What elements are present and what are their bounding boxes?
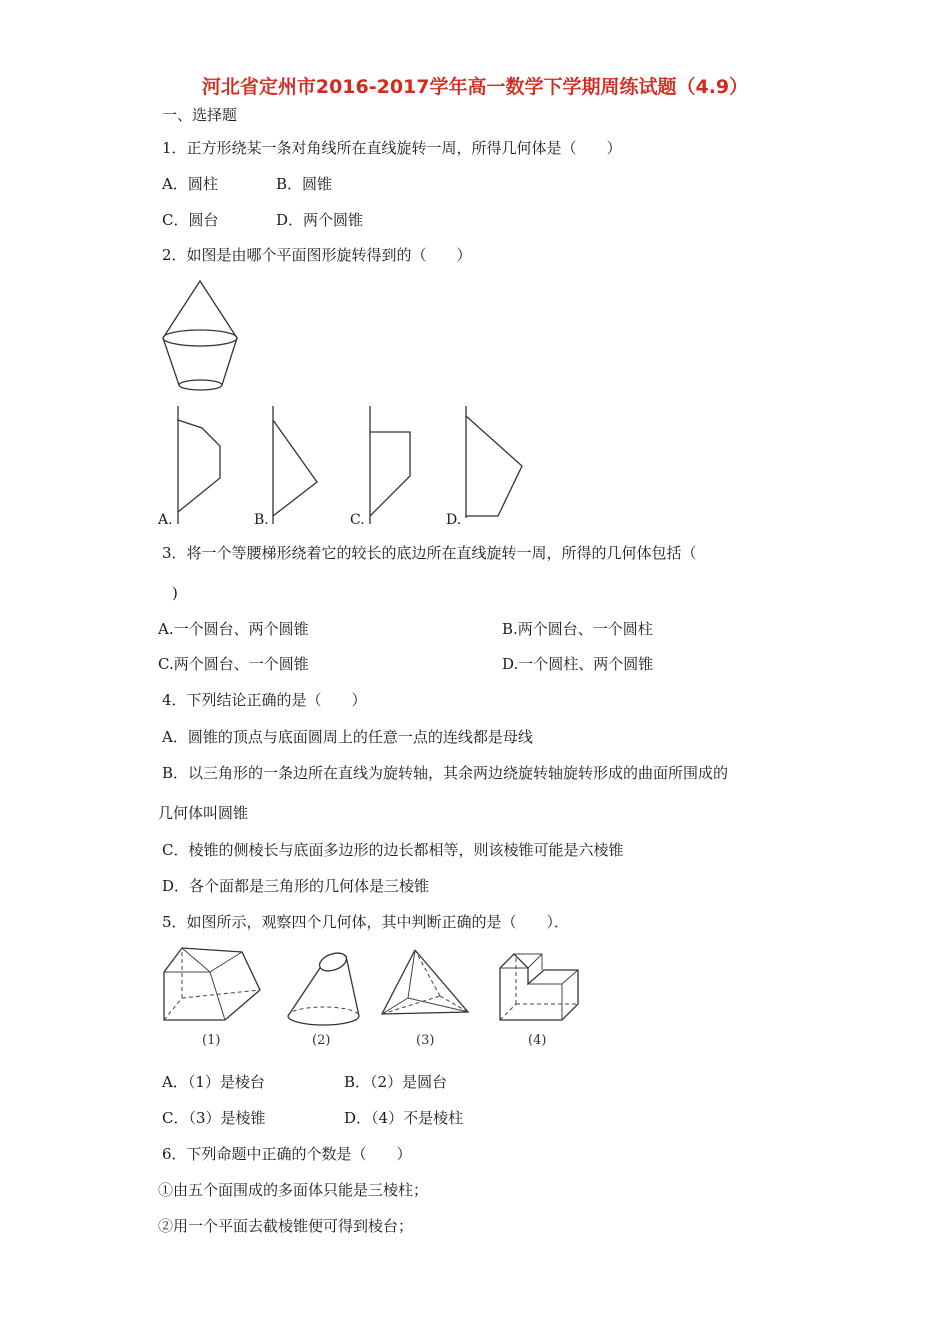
q5-option-a: A．（1）是棱台 — [162, 1073, 265, 1091]
q5-fig-label-3: (3) — [416, 1033, 435, 1048]
q6-proposition-2: ②用一个平面去截棱锥便可得到棱台； — [158, 1217, 414, 1235]
q2-figure-a — [170, 404, 230, 526]
q4-option-a: A．圆锥的顶点与底面圆周上的任意一点的连线都是母线 — [162, 728, 533, 746]
q1-stem: 1．正方形绕某一条对角线所在直线旋转一周，所得几何体是（ ） — [162, 139, 622, 157]
q6-stem: 6．下列命题中正确的个数是（ ） — [162, 1145, 412, 1163]
q2-option-c: C. — [350, 512, 365, 528]
q2-figure-c — [362, 404, 422, 526]
q3-option-b: B.两个圆台、一个圆柱 — [502, 620, 653, 638]
q4-option-c: C．棱锥的侧棱长与底面多边形的边长都相等，则该棱锥可能是六棱锥 — [162, 841, 624, 859]
q5-figures — [150, 940, 600, 1052]
q5-option-d: D．（4）不是棱柱 — [344, 1109, 464, 1127]
q3-option-d: D.一个圆柱、两个圆锥 — [502, 655, 654, 673]
q2-solid-figure — [150, 275, 260, 400]
q3-option-a: A.一个圆台、两个圆锥 — [158, 620, 309, 638]
q5-solid-1 — [164, 948, 260, 1048]
q4-option-b-cont: 几何体叫圆锥 — [158, 804, 249, 822]
q3-option-c: C.两个圆台、一个圆锥 — [158, 655, 309, 673]
q5-fig-label-1: (1) — [202, 1033, 221, 1048]
q2-option-b: B. — [254, 512, 269, 528]
q3-stem: 3．将一个等腰梯形绕着它的较长的底边所在直线旋转一周，所得的几何体包括（ — [162, 544, 697, 562]
q1-option-c: C．圆台 — [162, 211, 219, 229]
q5-stem: 5．如图所示，观察四个几何体，其中判断正确的是（ ）． — [162, 913, 570, 931]
q2-option-d: D. — [446, 512, 462, 528]
page-title: 河北省定州市2016-2017学年高一数学下学期周练试题（4.9） — [201, 76, 749, 98]
q2-option-a: A. — [158, 512, 173, 528]
q5-fig-label-2: (2) — [312, 1033, 331, 1048]
q6-proposition-1: ①由五个面围成的多面体只能是三棱柱； — [158, 1181, 429, 1199]
q1-option-d: D．两个圆锥 — [276, 211, 364, 229]
q4-stem: 4．下列结论正确的是（ ） — [162, 691, 367, 709]
q2-figure-b — [265, 404, 325, 526]
section-heading: 一、选择题 — [162, 106, 238, 124]
q5-solid-4 — [500, 954, 578, 1048]
q5-option-b: B．（2）是圆台 — [344, 1073, 448, 1091]
q1-option-a: A．圆柱 — [162, 175, 218, 193]
q5-solid-3 — [382, 950, 468, 1048]
q3-stem-end: ) — [172, 584, 178, 602]
q5-solid-2 — [288, 950, 359, 1048]
q4-option-b: B．以三角形的一条边所在直线为旋转轴，其余两边绕旋转轴旋转形成的曲面所围成的 — [162, 764, 729, 782]
q4-option-d: D．各个面都是三角形的几何体是三棱锥 — [162, 877, 430, 895]
q5-fig-label-4: (4) — [528, 1033, 547, 1048]
q2-figure-d — [458, 404, 528, 526]
q5-option-c: C．（3）是棱锥 — [162, 1109, 266, 1127]
q1-option-b: B．圆锥 — [276, 175, 333, 193]
q2-stem: 2．如图是由哪个平面图形旋转得到的（ ） — [162, 246, 472, 264]
